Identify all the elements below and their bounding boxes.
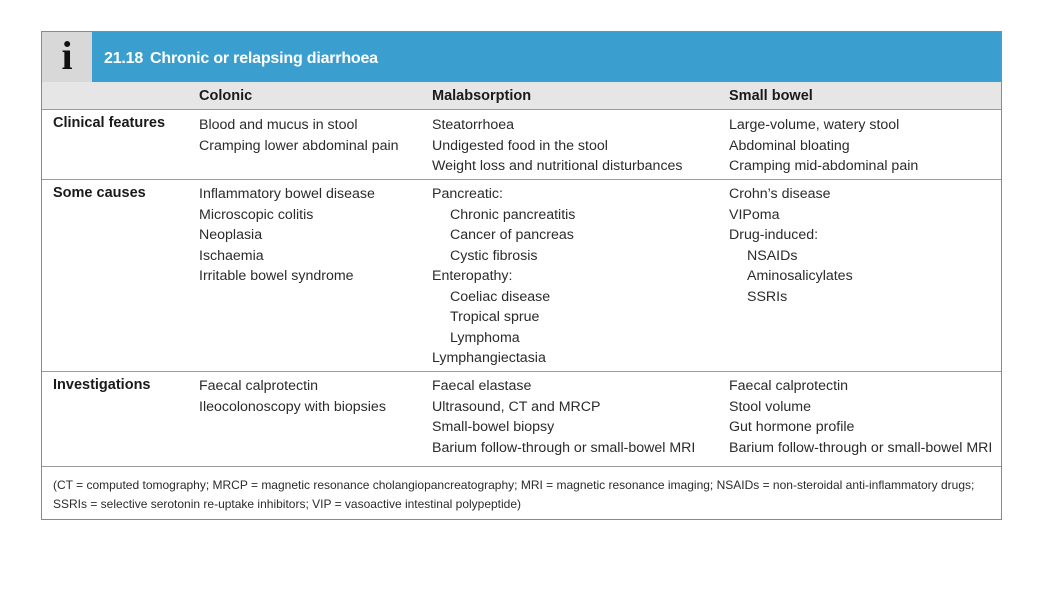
cell-small-bowel [729, 376, 992, 458]
row-label: Some causes [53, 185, 146, 201]
list-item: Tropical sprue [450, 309, 540, 325]
list-item: Barium follow-through or small-bowel MRI [432, 439, 696, 456]
list-item: Crohn’s disease [729, 186, 831, 202]
list-item: Chronic pancreatitis [450, 206, 576, 223]
info-tile [42, 32, 92, 82]
cell-colonic [199, 376, 386, 417]
list-item: Lymphoma [450, 329, 520, 346]
box-number: 21.18 [104, 50, 144, 67]
list-item: Coeliac disease [450, 288, 551, 305]
list-item: Undigested food in the stool [432, 137, 608, 154]
list-item: Gut hormone profile [729, 419, 855, 435]
list-item: Weight loss and nutritional disturbances [432, 158, 683, 174]
list-item: Neoplasia [199, 227, 263, 243]
footnote-line: SSRIs = selective serotonin re-uptake inhibitors; VIP = vasoactive intestinal polypeptide) [53, 497, 522, 511]
cell-malabsorption [432, 115, 683, 177]
list-item: Ultrasound, CT and MRCP [432, 398, 601, 415]
list-item: Ileocolonoscopy with biopsies [199, 398, 386, 415]
list-item: Microscopic colitis [199, 206, 314, 223]
list-item: Large-volume, watery stool [729, 117, 900, 133]
column-header-colonic: Colonic [199, 88, 253, 104]
list-item: NSAIDs [747, 247, 798, 264]
column-header-small-bowel: Small bowel [729, 88, 813, 104]
list-item: Cramping mid-abdominal pain [729, 158, 919, 174]
cell-colonic [199, 184, 375, 287]
list-item: Small-bowel biopsy [432, 419, 555, 435]
list-item: Drug-induced: [729, 227, 819, 243]
box-title-text: Chronic or relapsing diarrhoea [150, 50, 378, 67]
info-box [41, 31, 1002, 520]
cell-small-bowel [729, 115, 918, 177]
list-item: Irritable bowel syndrome [199, 268, 354, 284]
box-title [104, 32, 378, 82]
list-item: Lymphangiectasia [432, 350, 546, 366]
list-item: Cystic fibrosis [450, 247, 538, 264]
list-item: Abdominal bloating [729, 137, 850, 154]
list-item: VIPoma [729, 206, 780, 223]
table-row-clinical-features [42, 110, 1001, 180]
list-item: Stool volume [729, 398, 812, 415]
cell-colonic [199, 115, 399, 156]
column-header-row [42, 82, 1001, 110]
table-row-investigations [42, 372, 1001, 467]
info-icon: i [61, 33, 73, 78]
cell-malabsorption [432, 376, 695, 458]
list-item: Blood and mucus in stool [199, 117, 358, 133]
list-item: Faecal elastase [432, 378, 532, 394]
list-item: Enteropathy: [432, 268, 513, 284]
list-item: Barium follow-through or small-bowel MRI [729, 439, 993, 456]
list-item: Faecal calprotectin [729, 378, 849, 394]
box-header [42, 32, 1001, 82]
table-row-some-causes [42, 180, 1001, 372]
list-item: Pancreatic: [432, 186, 503, 202]
list-item: Inflammatory bowel disease [199, 186, 375, 202]
row-label: Clinical features [53, 115, 166, 131]
list-item: Faecal calprotectin [199, 378, 319, 394]
abbreviations-footnote [53, 476, 998, 514]
list-item: Cancer of pancreas [450, 227, 574, 243]
footnote-line: (CT = computed tomography; MRCP = magnetic resonance cholangiopancreatography; MRI = magnetic resonance imaging; NSAIDs = non-steroidal anti-inflammatory drugs; [53, 478, 975, 492]
row-label: Investigations [53, 377, 151, 393]
list-item: Steatorrhoea [432, 117, 515, 133]
list-item: Cramping lower abdominal pain [199, 137, 399, 154]
list-item: Ischaemia [199, 247, 264, 264]
list-item: SSRIs [747, 288, 788, 305]
column-header-malabsorption: Malabsorption [432, 88, 532, 104]
cell-malabsorption [432, 184, 575, 369]
list-item: Aminosalicylates [747, 268, 853, 284]
cell-small-bowel [729, 184, 853, 307]
